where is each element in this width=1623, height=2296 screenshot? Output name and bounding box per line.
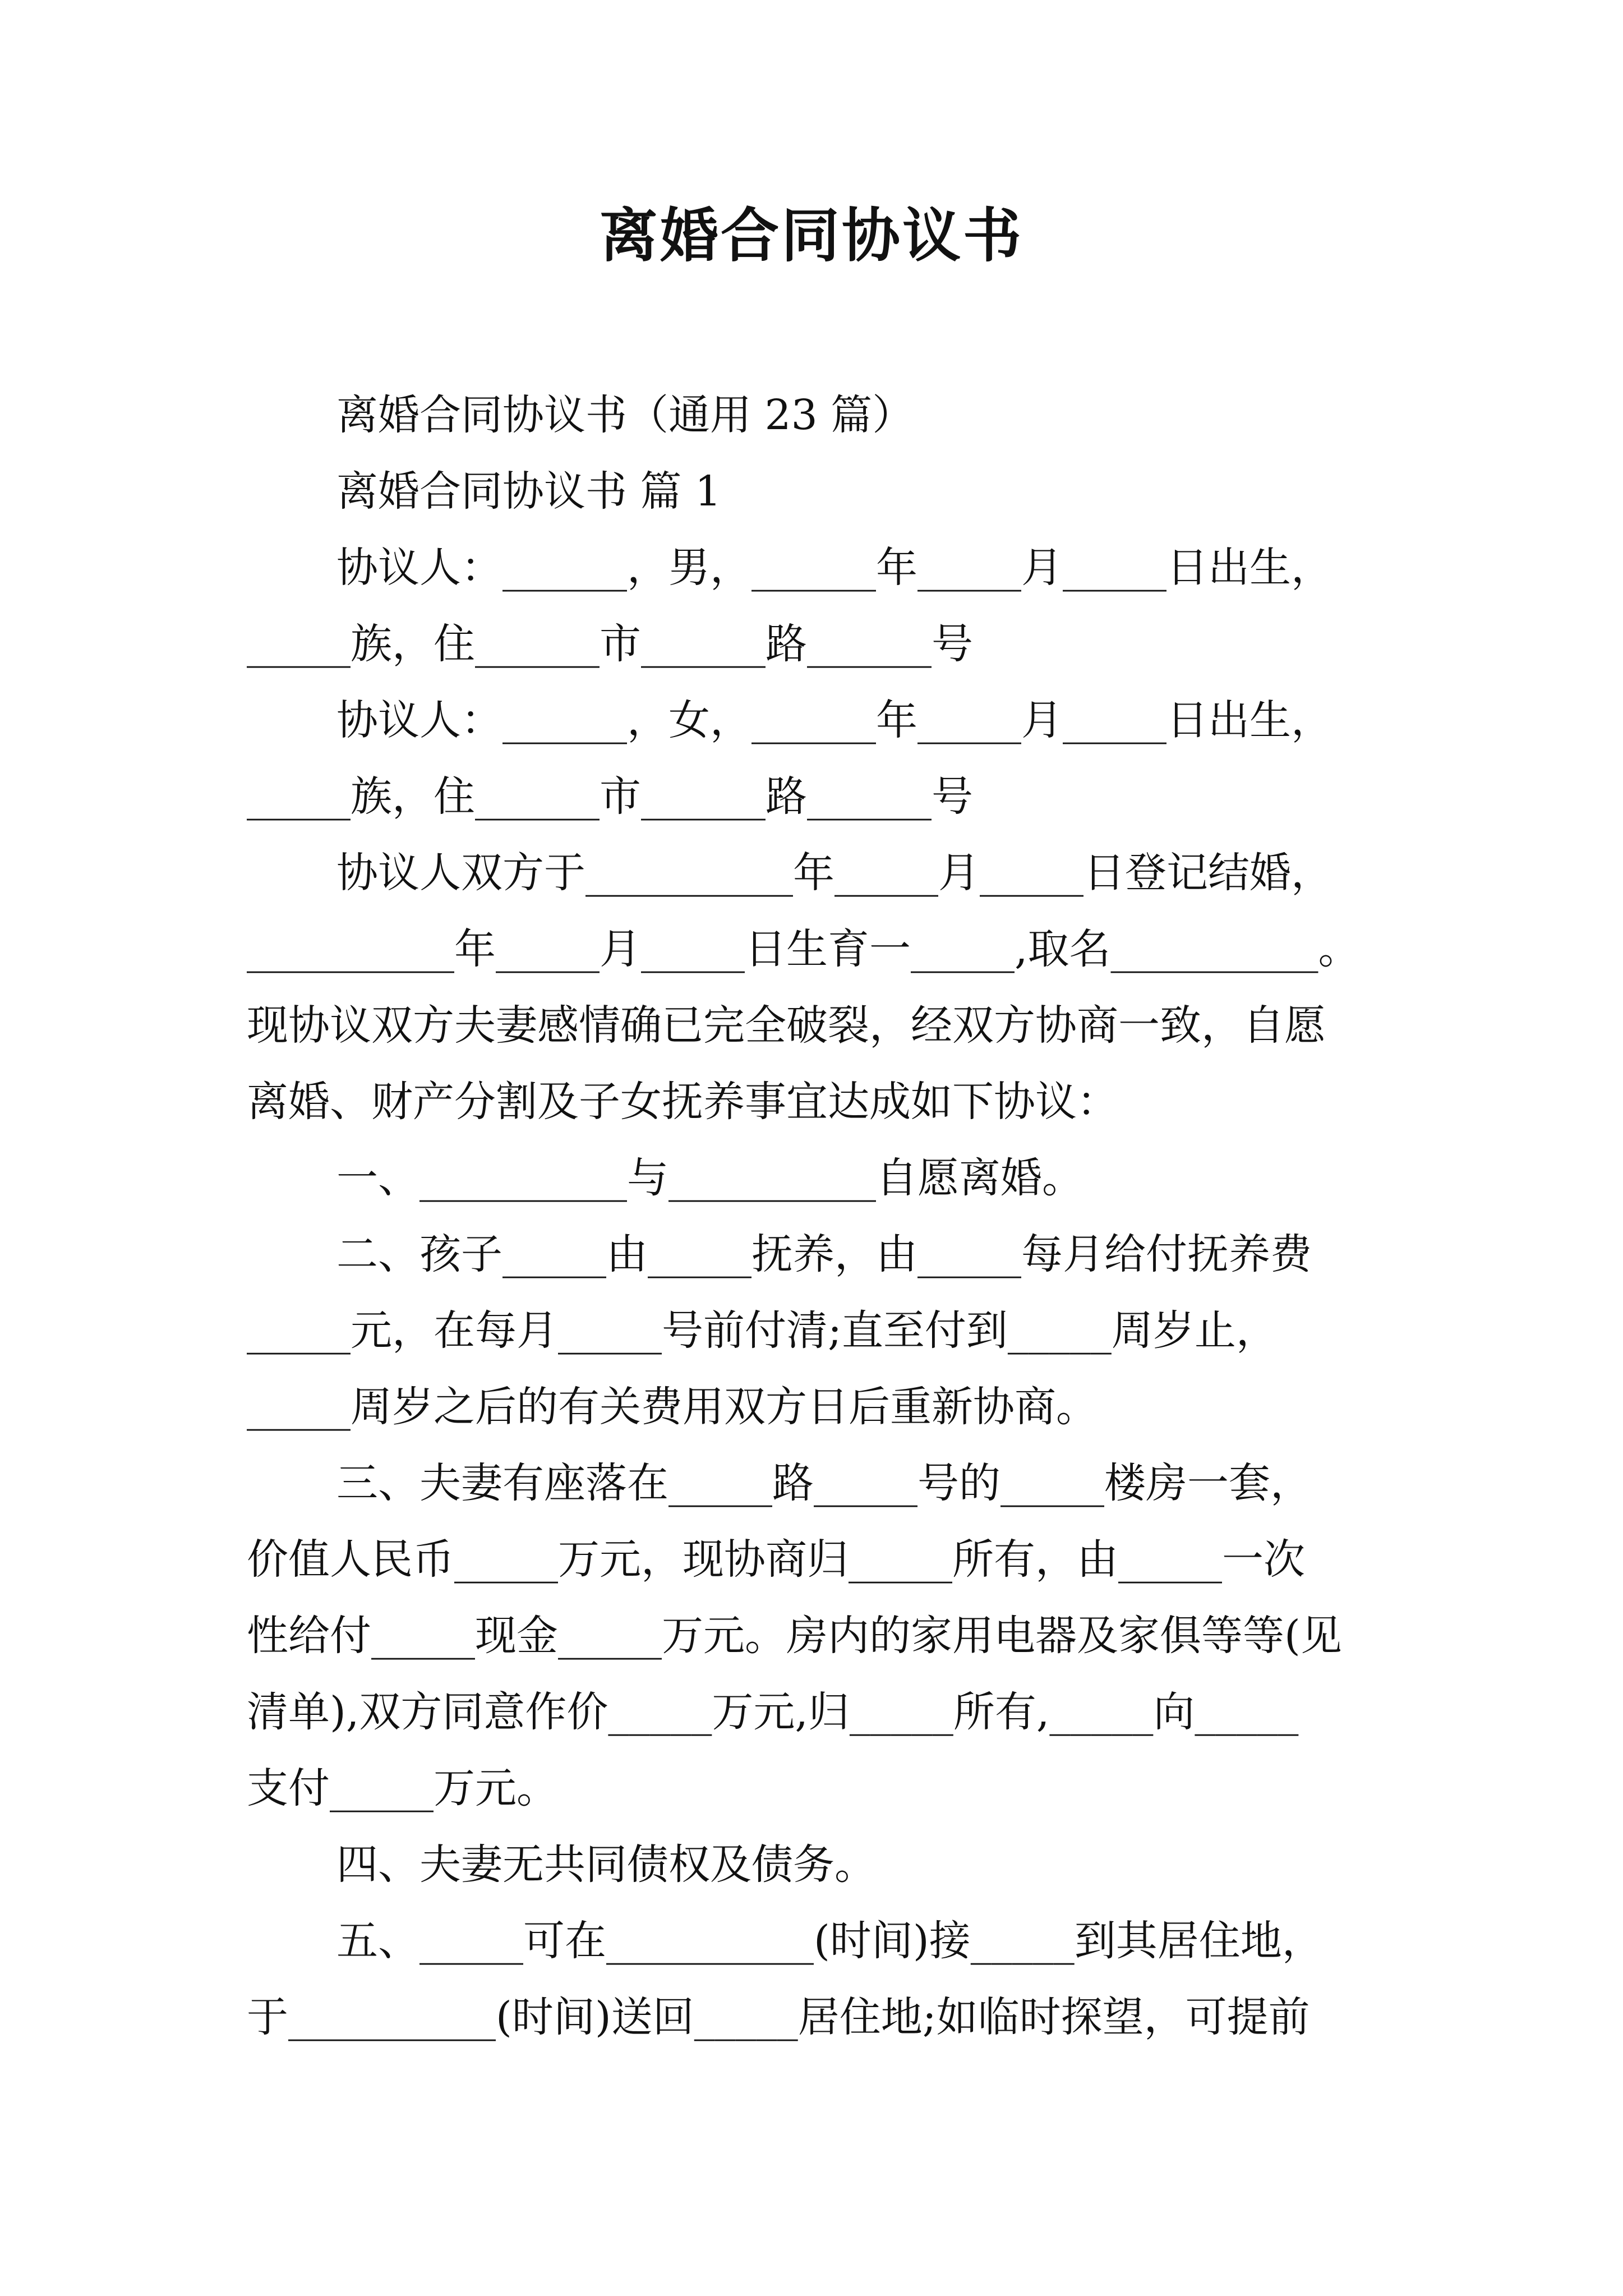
clause-line: 价值人民币_____万元，现协商归_____所有，由_____一次 <box>247 1535 1305 1584</box>
clause-line: 性给付_____现金_____万元。房内的家用电器及家俱等等(见 <box>247 1612 1342 1660</box>
document-body <box>247 377 1380 2055</box>
paragraph-line: 离婚、财产分割及子女抚养事宜达成如下协议： <box>247 1078 1118 1126</box>
document-title: 离婚合同协议书 <box>599 201 1023 270</box>
paragraph-line: _____族，住______市______路______号 <box>247 772 973 821</box>
subtitle-line: 离婚合同协议书（通用 23 篇） <box>336 391 914 439</box>
clause-line: 三、夫妻有座落在_____路_____号的_____楼房一套， <box>336 1459 1312 1507</box>
paragraph-line: 协议人：______，女，______年_____月_____日出生， <box>336 696 1332 744</box>
clause-line: 清单),双方同意作价_____万元,归_____所有,_____向_____ <box>247 1688 1299 1736</box>
clause-line: 支付_____万元。 <box>247 1764 558 1812</box>
clause-line: _____元，在每月_____号前付清;直至付到_____周岁止， <box>247 1306 1278 1355</box>
clause-line: 四、夫妻无共同债权及债务。 <box>336 1841 876 1889</box>
paragraph-line: 协议人：______，男，______年_____月_____日出生， <box>336 544 1332 592</box>
clause-line: 于__________(时间)送回_____居住地;如临时探望，可提前 <box>247 1993 1310 2041</box>
section-heading: 离婚合同协议书 篇 1 <box>336 467 722 516</box>
paragraph-line: 协议人双方于__________年_____月_____日登记结婚， <box>336 849 1332 897</box>
clause-line: _____周岁之后的有关费用双方日后重新协商。 <box>247 1383 1098 1431</box>
clause-line: 二、孩子_____由_____抚养，由_____每月给付抚养费 <box>336 1230 1312 1278</box>
paragraph-line: __________年_____月_____日生育一_____,取名__________。 <box>247 925 1360 973</box>
paragraph-line: 现协议双方夫妻感情确已完全破裂，经双方协商一致，自愿 <box>247 1001 1326 1050</box>
clause-line: 一、__________与__________自愿离婚。 <box>336 1154 1083 1202</box>
clause-line: 五、_____可在__________(时间)接_____到其居住地， <box>336 1917 1324 1965</box>
paragraph-line: _____族，住______市______路______号 <box>247 620 973 668</box>
